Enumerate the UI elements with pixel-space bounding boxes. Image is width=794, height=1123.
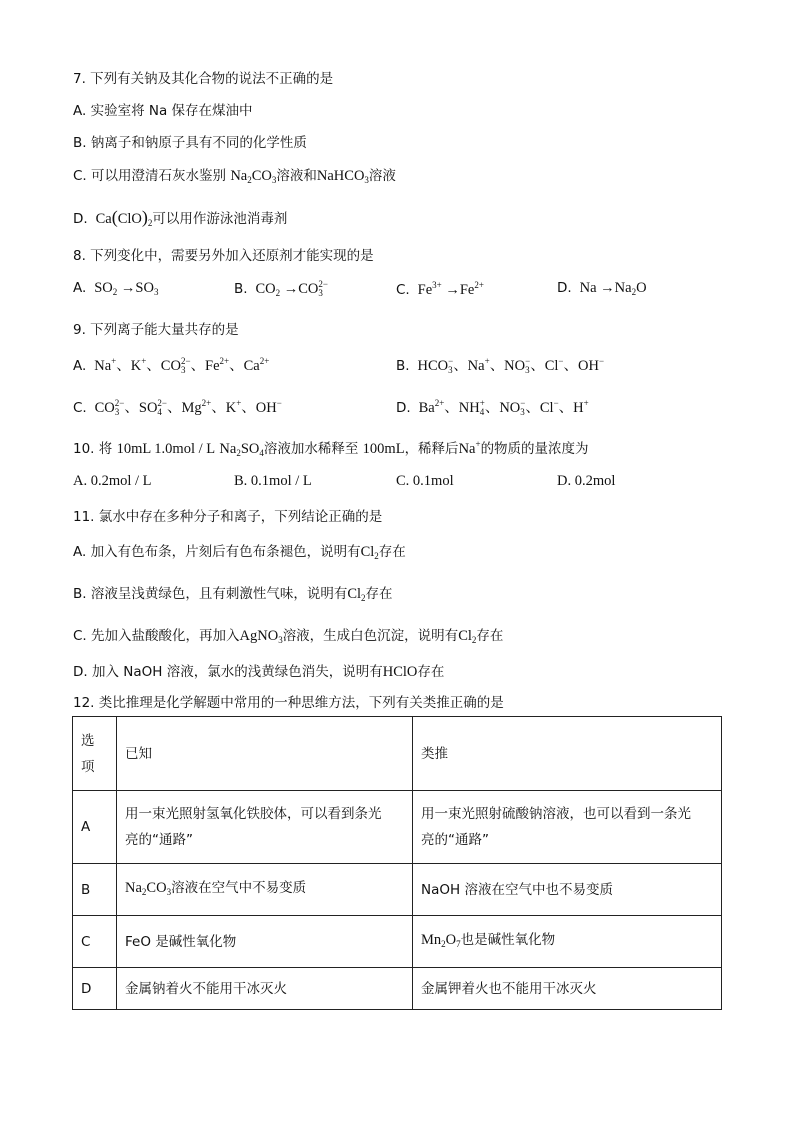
q8-option-b-formula: $CO_2 \to CO2-$ 3 — [251, 279, 328, 298]
q8-option-b-label: B. — [234, 281, 248, 297]
row-c-analogy-text: 也是碱性氧化物 — [460, 931, 556, 948]
q7-option-c-mid: 溶液和 — [276, 168, 317, 184]
q10-option-d: D. 0.2mol — [557, 473, 616, 489]
q11-option-b-suffix: 存在 — [365, 586, 393, 602]
formula-nahco3: NaHCO$_3$ — [316, 168, 369, 185]
q11-option-a-suffix: 存在 — [378, 544, 406, 560]
row-b-analogy: NaOH 溶液在空气中也不易变质 — [413, 864, 722, 916]
row-d-option: D — [73, 968, 117, 1010]
q8-option-a-formula: $SO_2 \to SO_3$ — [90, 280, 159, 297]
q8-option-d-label: D. — [557, 280, 572, 296]
q7-option-c-prefix: C. 可以用澄清石灰水鉴别 — [73, 168, 227, 184]
formula-cl2: $Cl_2$ — [458, 628, 477, 645]
q7-option-d — [73, 207, 287, 228]
q11-option-c-suffix: 存在 — [476, 628, 504, 644]
q9-option-c-label: C. — [73, 400, 87, 416]
row-b-known-text: 溶液在空气中不易变质 — [171, 879, 307, 896]
q8-option-a-label: A. — [73, 280, 87, 296]
q11-option-d-suffix: 存在 — [417, 664, 445, 680]
row-a-analogy — [413, 791, 722, 864]
q7-stem: 7. 下列有关钠及其化合物的说法不正确的是 — [73, 71, 334, 87]
q10-option-c: C. 0.1mol — [396, 473, 454, 489]
row-b-option: B — [73, 864, 117, 916]
row-a-known — [117, 791, 413, 864]
q10-stem-mid: 溶液加水稀释至 — [263, 441, 359, 457]
q8-option-b — [234, 280, 328, 298]
q10-final-volume: 100mL — [362, 441, 405, 457]
header-option-char1: 选 — [81, 732, 95, 749]
q9-option-d — [396, 396, 589, 417]
table-row — [73, 968, 722, 1010]
q10-option-b: B. 0.1mol / L — [234, 473, 312, 489]
table-row — [73, 791, 722, 864]
q8-option-d — [557, 280, 647, 297]
q11-option-c — [73, 624, 503, 645]
formula-na2co3: $Na_2CO_3$ — [230, 168, 277, 185]
q11-option-d-prefix: D. 加入 NaOH 溶液，氯水的浅黄绿色消失，说明有 — [73, 664, 383, 680]
formula-cl2: $Cl_2$ — [347, 586, 366, 603]
q11-option-a-prefix: A. 加入有色布条，片刻后有色布条褪色，说明有 — [73, 544, 361, 560]
row-a-known-line2: 亮的“通路” — [125, 832, 193, 848]
row-b-known — [117, 864, 413, 916]
q10-stem — [73, 437, 589, 458]
ion-na-plus: Na+ — [458, 439, 481, 457]
q7-option-c-suffix: 溶液 — [368, 168, 396, 184]
q9-option-a-ions: Na+、K+、CO2− 3 、$Fe^{2+}$、$Ca^{2+}$ — [90, 356, 270, 375]
q9-option-c — [73, 396, 282, 417]
header-option-char2: 项 — [81, 758, 95, 775]
formula-na2so4: $Na_2SO_4$ — [219, 441, 264, 458]
q9-option-b — [396, 354, 604, 375]
q10-volume-concentration: 10mL 1.0mol / L — [116, 441, 216, 457]
formula-ca-clo-2: $Ca(ClO)_2$ — [91, 207, 153, 228]
row-c-option: C — [73, 916, 117, 968]
header-known: 已知 — [117, 717, 413, 791]
q8-stem: 8. 下列变化中，需要另外加入还原剂才能实现的是 — [73, 248, 374, 264]
table-header-row — [73, 717, 722, 791]
q9-option-a-label: A. — [73, 358, 87, 374]
q8-option-c-formula: $Fe^{3+} \to Fe^{2+}$ — [414, 280, 484, 298]
formula-cl2: $Cl_2$ — [360, 544, 379, 561]
row-c-analogy — [413, 916, 722, 968]
header-analogy: 类推 — [413, 717, 722, 791]
q9-stem: 9. 下列离子能大量共存的是 — [73, 322, 239, 338]
q9-option-d-ions: $Ba^{2+}$、NH+ 4、NO− 3、Cl−、H+ — [414, 398, 589, 417]
header-option — [73, 717, 117, 791]
row-a-option: A — [73, 791, 117, 864]
q9-option-d-label: D. — [396, 400, 411, 416]
q11-stem: 11. 氯水中存在多种分子和离子，下列结论正确的是 — [73, 509, 383, 525]
q7-option-b: B. 钠离子和钠原子具有不同的化学性质 — [73, 135, 307, 151]
formula-na2co3: $Na_2CO_3$ — [125, 879, 172, 897]
q11-option-b — [73, 582, 393, 603]
table-row — [73, 916, 722, 968]
row-d-analogy: 金属钾着火也不能用干冰灭火 — [413, 968, 722, 1010]
q7-option-c — [73, 164, 396, 185]
row-a-analogy-line1: 用一束光照射硫酸钠溶液，也可以看到一条光 — [421, 806, 691, 822]
row-a-analogy-line2: 亮的“通路” — [421, 832, 489, 848]
row-d-known: 金属钠着火不能用干冰灭火 — [117, 968, 413, 1010]
q8-option-d-formula: $Na \to Na_2O$ — [575, 280, 647, 297]
q10-stem-mid2: ，稀释后 — [404, 441, 459, 457]
q12-stem: 12. 类比推理是化学解题中常用的一种思维方法，下列有关类推正确的是 — [73, 695, 504, 711]
q11-option-b-prefix: B. 溶液呈浅黄绿色，且有刺激性气味，说明有 — [73, 586, 348, 602]
q10-stem-prefix: 10. 将 — [73, 441, 113, 457]
row-a-known-line1: 用一束光照射氢氧化铁胶体，可以看到条光 — [125, 806, 382, 822]
q11-option-c-mid: 溶液，生成白色沉淀，说明有 — [282, 628, 459, 644]
formula-agno3: AgNO$_3$ — [239, 628, 283, 645]
row-c-known: FeO 是碱性氧化物 — [117, 916, 413, 968]
q7-option-a: A. 实验室将 Na 保存在煤油中 — [73, 103, 253, 119]
q8-option-c-label: C. — [396, 282, 410, 298]
formula-hclo: HClO — [382, 664, 418, 680]
q11-option-a — [73, 540, 406, 561]
q9-option-c-ions: CO2− 3 、SO2− 4 、$Mg^{2+}$、K+、OH− — [91, 398, 282, 417]
formula-mn2o7: $Mn_2O_7$ — [421, 931, 461, 949]
q7-option-d-prefix: D. — [73, 211, 88, 227]
analogy-table — [72, 716, 722, 1010]
q11-option-c-prefix: C. 先加入盐酸酸化，再加入 — [73, 628, 240, 644]
q10-option-a: A. 0.2mol / L — [73, 473, 152, 489]
q8-option-a — [73, 280, 158, 297]
q9-option-b-label: B. — [396, 358, 410, 374]
q7-option-d-suffix: 可以用作游泳池消毒剂 — [152, 211, 288, 227]
table-row — [73, 864, 722, 916]
q8-option-c — [396, 280, 484, 299]
q9-option-a — [73, 354, 269, 375]
q10-stem-suffix: 的物质的量浓度为 — [480, 441, 589, 457]
q9-option-b-ions: HCO− 3、Na+、NO− 3、Cl−、OH− — [413, 356, 605, 375]
q11-option-d — [73, 660, 444, 681]
